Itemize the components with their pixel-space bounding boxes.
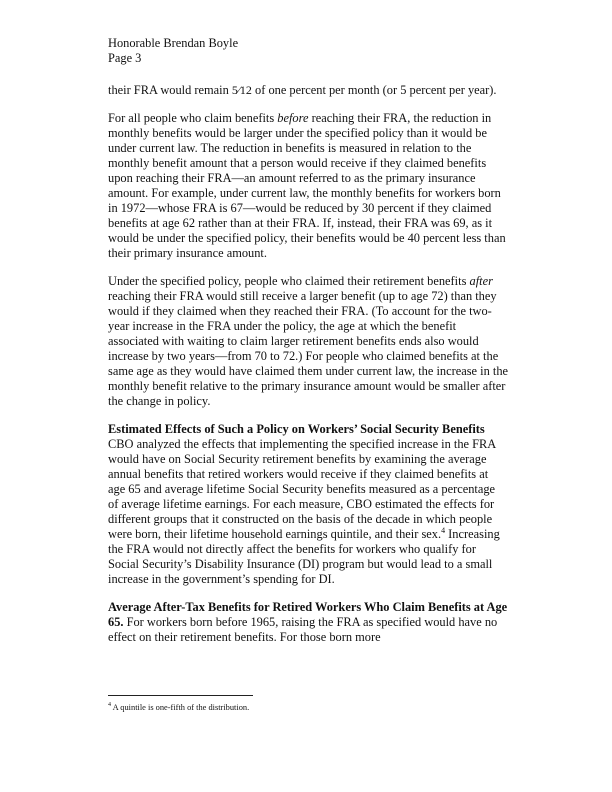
section-heading: Estimated Effects of Such a Policy on Workers’ Social Security Benefits bbox=[108, 422, 485, 436]
footnote-reference: 4 bbox=[441, 525, 446, 535]
footnote-number: 4 bbox=[108, 702, 111, 709]
text-run: reaching their FRA, the reduction in monthly benefits would be larger under the specified policy than it would be under current law. The reduction in benefits is measured in relation to the monthly benefit amount that a person would receive if they claimed benefits upon reaching their FRA—an amount referred to as the primary insurance amount. For example, under current law, the monthly benefits for workers born in 1972—whose FRA is 67—would be reduced by 30 percent if they claimed benefits at age 62 rather than at their FRA. If, instead, their FRA was 69, as it would be under the specified policy, their benefits would be 40 percent less than their primary insurance amount. bbox=[108, 111, 506, 260]
paragraph-claim-after-fra bbox=[108, 274, 508, 409]
text-run: For workers born before 1965, raising the FRA as specified would have no effect on their retirement benefits. For those born more bbox=[108, 615, 498, 644]
footnote bbox=[108, 702, 508, 713]
text-run: their FRA would remain bbox=[108, 83, 232, 97]
text-run: of one percent per month (or 5 percent per year). bbox=[251, 83, 497, 97]
footnote-divider bbox=[108, 695, 253, 696]
page-header bbox=[108, 36, 508, 66]
emphasis-after: after bbox=[469, 274, 493, 288]
fraction-five-twelfths: 5⁄12 bbox=[231, 83, 252, 97]
footnote-text: A quintile is one-fifth of the distribution. bbox=[111, 703, 250, 712]
paragraph-fra-continuation bbox=[108, 83, 508, 98]
text-run: For all people who claim benefits bbox=[108, 111, 278, 125]
recipient-name: Honorable Brendan Boyle bbox=[108, 36, 239, 50]
text-run: Increasing the FRA would not directly affect the benefits for workers who qualify for Social Security’s Disability Insurance (DI) program but would lead to a small increase in the government’s spending for DI. bbox=[108, 527, 500, 586]
text-run: reaching their FRA would still receive a larger benefit (up to age 72) than they would if they claimed when they reached their FRA. (To account for the two-year increase in the FRA under the policy, the age at which the benefit associated with waiting to claim larger retirement benefits ends also would increase by two years—from 70 to 72.) For people who claimed benefits at the same age as they would have claimed them under current law, the increase in the monthly benefit relative to the primary insurance amount would be smaller after the change in policy. bbox=[108, 289, 509, 408]
paragraph-cbo-analysis bbox=[108, 437, 508, 587]
text-run: CBO analyzed the effects that implementing the specified increase in the FRA would have on Social Security retirement benefits by examining the average annual benefits that retired workers would receive if they claimed benefits at age 65 and average lifetime Social Security benefits measured as a percentage of average lifetime earnings. For each measure, CBO estimated the effects for different groups that it constructed on the basis of the decade in which people were born, their lifetime household earnings quintile, and their sex. bbox=[108, 437, 496, 541]
page-number: Page 3 bbox=[108, 51, 142, 65]
paragraph-after-tax-benefits bbox=[108, 600, 508, 645]
emphasis-before: before bbox=[277, 111, 309, 125]
letter-page bbox=[108, 36, 508, 658]
text-run: Under the specified policy, people who claimed their retirement benefits bbox=[108, 274, 470, 288]
run-in-heading: Average After-Tax Benefits for Retired Workers Who Claim Benefits at Age 65. bbox=[108, 600, 508, 629]
paragraph-claim-before-fra bbox=[108, 111, 508, 261]
